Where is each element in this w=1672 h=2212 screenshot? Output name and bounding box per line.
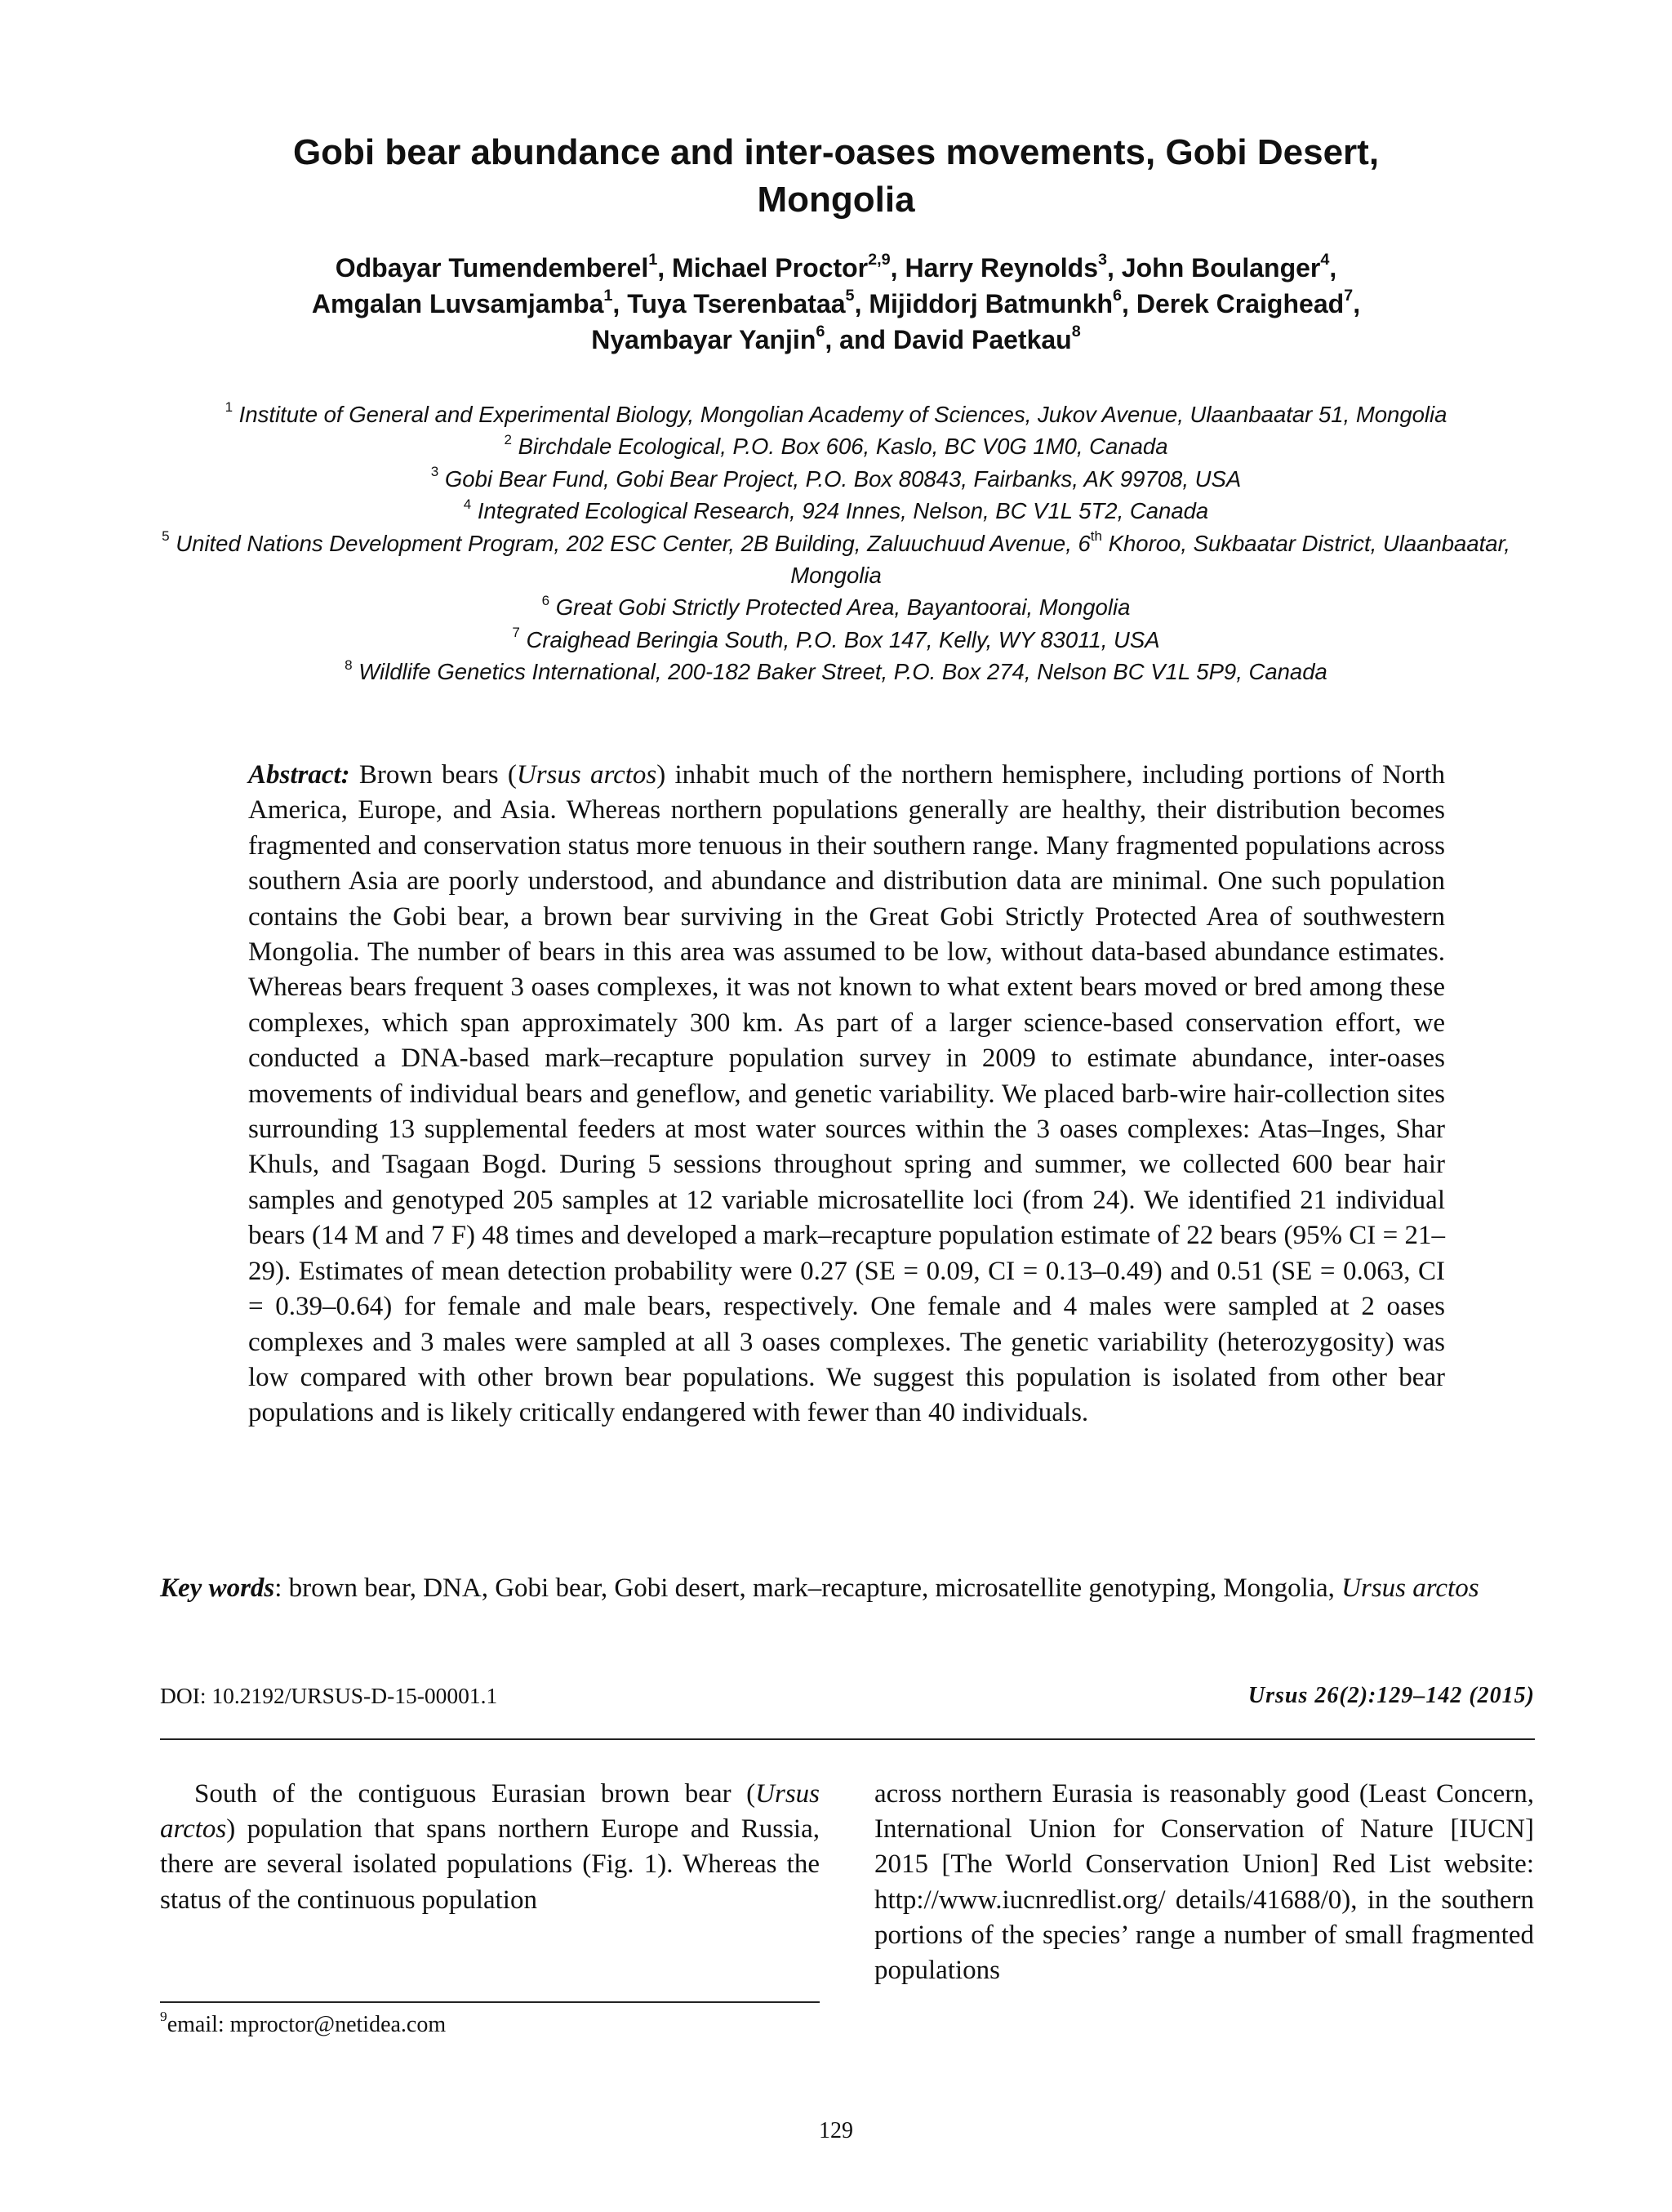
affiliation-item [155,591,1517,623]
author-name: Nyambayar Yanjin [591,325,816,354]
affiliation-number: 6 [541,592,550,608]
author-name: Michael Proctor [672,253,869,283]
body-column-left [160,1777,820,1918]
affiliation-item [155,463,1517,495]
footnote-text: email: mproctor@netidea.com [167,2012,447,2037]
author-affil-ref: 1 [648,251,658,269]
affiliation-number: 5 [162,527,170,544]
abstract-text: Brown bears ( [349,760,517,790]
affiliation-text: Wildlife Genetics International, 200-182 Baker Street, P.O. Box 274, Nelson BC V1L 5P9, Canada [352,659,1327,685]
keywords-text: : brown bear, DNA, Gobi bear, Gobi desert, mark–recapture, microsatellite genotyping, Mongolia, [274,1573,1342,1603]
affiliation-item [155,398,1517,430]
author-separator: , and [825,325,893,354]
affiliation-text: Craighead Beringia South, P.O. Box 147, Kelly, WY 83011, USA [519,626,1160,652]
affiliation-item [155,656,1517,688]
author-name: John Boulanger [1121,253,1321,283]
body-text-continued: ) population that spans northern Europe and Russia, there are several isolated populations (Fig. 1). Whereas the status of the continuous population [160,1814,820,1915]
author-affil-ref: 6 [816,323,825,341]
author-name: Derek Craighead [1136,289,1345,318]
body-text: across northern Eurasia is reasonably good (Least Concern, International Union for Conservation of Nature [IUCN] 2015 [The World Conservation Union] Red List website: http://www.iucnredlist.org/ details/41688/0), in the southern portions of the species’ range a number of small fragmented populations [874,1779,1534,1986]
species-name: Ursus arctos [160,1779,820,1845]
author-affil-ref: 1 [603,287,613,305]
affiliation-number: 4 [463,496,472,512]
author-separator: , [1329,253,1337,283]
affiliation-item [155,495,1517,527]
title-line-1: Gobi bear abundance and inter-oases movements, Gobi Desert, [292,132,1380,172]
author-affil-ref: 2,9 [868,251,891,269]
affiliation-item [155,527,1517,592]
author-affil-ref: 6 [1113,287,1123,305]
affiliation-text-continued: Khoroo, Sukbaatar District, Ulaanbaatar, Mongolia [790,530,1510,589]
footnote [160,2009,446,2041]
affiliation-item [155,430,1517,462]
affiliation-text: Institute of General and Experimental Biology, Mongolian Academy of Sciences, Jukov Avenue, Ulaanbaatar 51, Mongolia [233,402,1447,427]
doi: DOI: 10.2192/URSUS-D-15-00001.1 [160,1683,498,1708]
author-name: Mijiddorj Batmunkh [869,289,1114,318]
species-name: Ursus arctos [516,760,657,790]
affiliation-number: 1 [225,399,233,416]
author-list [160,250,1512,358]
affiliation-text: Great Gobi Strictly Protected Area, Bayantoorai, Mongolia [549,594,1131,621]
header-divider [160,1738,1535,1740]
author-name: David Paetkau [892,325,1072,354]
abstract [248,758,1445,1431]
author-affil-ref: 4 [1320,251,1330,269]
journal-citation: Ursus 26(2):129–142 (2015) [1247,1683,1535,1708]
affiliation-text: Birchdale Ecological, P.O. Box 606, Kaslo, BC V0G 1M0, Canada [511,434,1168,460]
author-affil-ref: 7 [1344,287,1354,305]
author-separator: , [890,253,905,283]
footnote-number: 9 [160,2009,167,2025]
affiliation-text: United Nations Development Program, 202 ESC Center, 2B Building, Zaluuchuud Avenue, 6 [169,530,1091,556]
author-separator: , [657,253,673,283]
affiliation-number: 7 [512,625,520,641]
keywords-label: Key words [160,1573,275,1603]
ordinal-suffix: th [1090,527,1102,544]
author-name: Harry Reynolds [905,253,1098,283]
author-separator: , [1107,253,1122,283]
affiliation-number: 3 [430,464,439,480]
title-line-2: Mongolia [757,180,915,220]
author-separator: , [854,289,869,318]
keywords [160,1570,1576,1606]
affiliation-list [155,398,1517,688]
author-affil-ref: 8 [1071,323,1081,341]
author-affil-ref: 5 [845,287,855,305]
body-text: South of the contiguous Eurasian brown bear ( [194,1779,756,1809]
author-separator: , [1353,289,1361,318]
affiliation-text: Gobi Bear Fund, Gobi Bear Project, P.O. Box 80843, Fairbanks, AK 99708, USA [438,465,1242,492]
author-separator: , [612,289,628,318]
author-name: Amgalan Luvsamjamba [311,289,604,318]
affiliation-text: Integrated Ecological Research, 924 Innes, Nelson, BC V1L 5T2, Canada [471,498,1209,524]
abstract-text-continued: ) inhabit much of the northern hemisphere, including portions of North America, Europe, and Asia. Whereas northern populations generally are healthy, their distribution becomes fragmented and conservation status more tenuous in their southern range. Many fragmented populations across southern Asia are poorly understood, and abundance and distribution data are minimal. One such population contains the Gobi bear, a brown bear surviving in the Great Gobi Strictly Protected Area of southwestern Mongolia. The number of bears in this area was assumed to be low, without data-based abundance estimates. Whereas bears frequent 3 oases complexes, it was not known to what extent bears moved or bred among these complexes, which span approximately 300 km. As part of a larger science-based conservation effort, we conducted a DNA-based mark–recapture population survey in 2009 to estimate abundance, inter-oases movements of individual bears and geneflow, and genetic variability. We placed barb-wire hair-collection sites surrounding 13 supplemental feeders at most water sources within the 3 oases complexes: Atas–Inges, Shar Khuls, and Tsagaan Bogd. During 5 sessions throughout spring and summer, we collected 600 bear hair samples and genotyped 205 samples at 12 variable microsatellite loci (from 24). We identified 21 individual bears (14 M and 7 F) 48 times and developed a mark–recapture population estimate of 22 bears (95% CI = 21–29). Estimates of mean detection probability were 0.27 (SE = 0.09, CI = 0.13–0.49) and 0.51 (SE = 0.063, CI = 0.39–0.64) for female and male bears, respectively. One female and 4 males were sampled at 2 oases complexes and 3 males were sampled at all 3 oases complexes. The genetic variability (heterozygosity) was low compared with other brown bear populations. We suggest this population is isolated from other bear populations and is likely critically endangered with fewer than 40 individuals. [248,760,1445,1428]
author-name: Odbayar Tumendemberel [335,253,649,283]
abstract-label: Abstract: [248,760,350,790]
author-affil-ref: 3 [1097,251,1108,269]
affiliation-item [155,624,1517,656]
page-number: 129 [819,2118,853,2143]
species-name: Ursus arctos [1341,1573,1479,1603]
affiliation-number: 8 [345,656,353,673]
body-column-right [874,1777,1534,1988]
article-title [160,129,1512,224]
author-name: Tuya Tserenbataa [627,289,846,318]
affiliation-number: 2 [504,431,512,447]
footnote-divider [160,2001,820,2003]
author-separator: , [1122,289,1136,318]
